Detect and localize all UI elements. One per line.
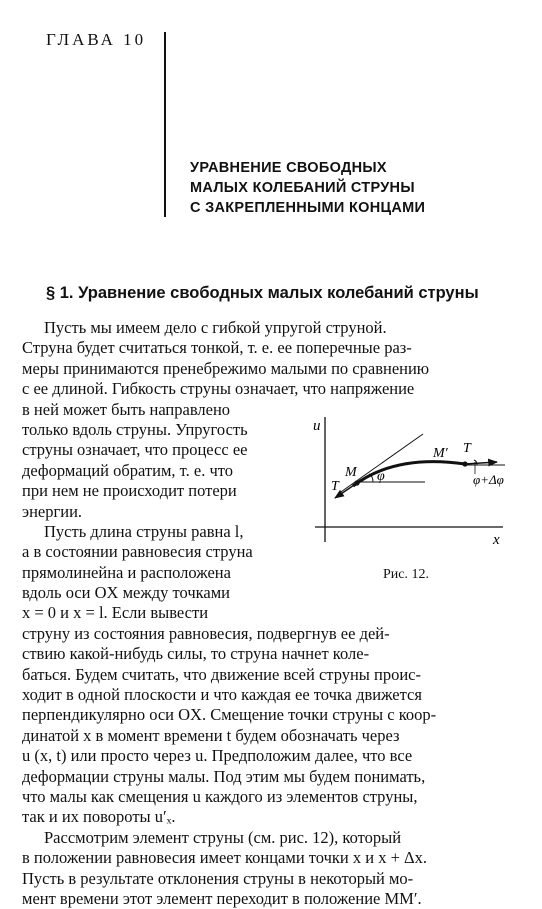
text-line: Струна будет считаться тонкой, т. е. ее поперечные раз-	[22, 338, 412, 358]
text-line: Пусть длина струны равна l,	[44, 521, 244, 541]
text-line: при нем не происходит потери	[22, 481, 237, 501]
section-heading: § 1. Уравнение свободных малых колебаний струны	[46, 284, 479, 302]
tension-right-label: T	[463, 441, 471, 456]
chapter-divider	[164, 32, 166, 217]
text-line: перпендикулярно оси OX. Смещение точки струны с коор-	[22, 705, 437, 725]
text-line: динатой x в момент времени t будем обозначать через	[22, 725, 400, 745]
text-line: баться. Будем считать, что движение всей струны проис-	[22, 664, 421, 684]
text-line: деформации струны малы. Под этим мы будем понимать,	[22, 766, 426, 786]
text-line: струны означает, что процесс ее	[22, 440, 248, 460]
chapter-title-line: УРАВНЕНИЕ СВОБОДНЫХ	[190, 160, 387, 176]
text-line: u (x, t) или просто через u. Предположим далее, что все	[22, 746, 413, 766]
text-line: x = 0 и x = l. Если вывести	[22, 603, 209, 623]
text-line: меры принимаются пренебрежимо малыми по сравнению	[22, 358, 430, 378]
chapter-label: ГЛАВА 10	[46, 30, 147, 49]
text-line: энергии.	[22, 501, 83, 521]
text-line: Пусть в результате отклонения струны в некоторый мо-	[22, 868, 414, 888]
tension-arrow-right	[465, 462, 497, 464]
chapter-title	[190, 158, 425, 218]
angle-label: φ	[377, 469, 385, 484]
string-figure	[305, 412, 517, 587]
tension-left-label: T	[331, 479, 339, 494]
text-line: Рассмотрим элемент струны (см. рис. 12), который	[44, 827, 402, 847]
text-line: ствию какой-нибудь силы, то струна начнет коле-	[22, 644, 370, 664]
text-line: в положении равновесия имеет концами точки x и x + Δx.	[22, 848, 427, 868]
text-line: в ней может быть направлено	[22, 399, 231, 419]
angle-shifted-label: φ+Δφ	[473, 472, 504, 487]
text-line: с ее длиной. Гибкость струны означает, что напряжение	[22, 379, 415, 399]
u-axis-label: u	[313, 418, 321, 434]
point-m-prime	[462, 461, 467, 466]
text-line: Пусть мы имеем дело с гибкой упругой струной.	[44, 318, 387, 337]
text-line: струну из состояния равновесия, подвергнув ее дей-	[22, 623, 390, 643]
text-line: деформаций обратим, т. е. что	[22, 460, 233, 480]
x-axis-label: x	[493, 532, 500, 548]
text-line: прямолинейна и расположена	[22, 562, 231, 582]
point-m-prime-label: M′	[433, 446, 448, 461]
chapter-title-line: С ЗАКРЕПЛЕННЫМИ КОНЦАМИ	[190, 200, 426, 216]
text-line: мент времени этот элемент переходит в положение MM′.	[22, 888, 422, 908]
angle-arc-shifted	[474, 460, 477, 465]
text-line: что малы как смещения u каждого из элементов струны,	[22, 786, 418, 806]
text-line: вдоль оси OX между точками	[22, 583, 230, 603]
text-line: ходит в одной плоскости и что каждая ее точка движется	[22, 685, 422, 705]
body-text	[22, 318, 518, 909]
point-m	[354, 480, 359, 485]
point-m-label: M	[345, 465, 357, 480]
text-line: а в состоянии равновесия струна	[22, 542, 253, 562]
chapter-title-line: МАЛЫХ КОЛЕБАНИЙ СТРУНЫ	[190, 180, 415, 196]
text-line: так и их повороты u′ₓ.	[22, 807, 176, 827]
figure-caption: Рис. 12.	[383, 567, 429, 582]
text-line: только вдоль струны. Упругость	[22, 419, 248, 439]
